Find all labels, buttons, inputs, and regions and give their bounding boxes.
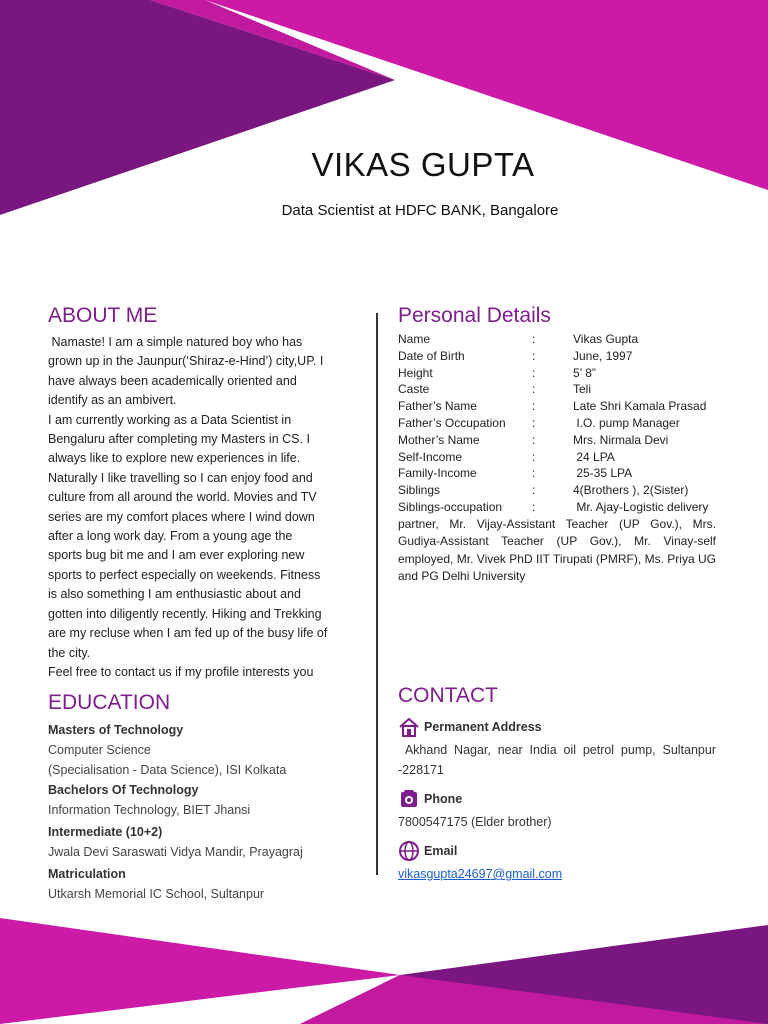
detail-row — [398, 449, 716, 466]
detail-value: I.O. pump Manager — [573, 415, 680, 430]
about-line: is also something I am enthusiastic about and — [48, 587, 301, 602]
about-line: the city. — [48, 645, 91, 660]
degree-title: Matriculation — [48, 867, 126, 881]
phone-label: Phone — [424, 792, 463, 806]
detail-label: Siblings-occupation — [398, 499, 503, 514]
email-link[interactable]: vikasgupta24697@gmail.com — [398, 867, 563, 881]
detail-colon: : — [532, 499, 536, 514]
about-line: always like to explore new experiences in life. — [48, 451, 301, 466]
detail-row — [398, 482, 716, 499]
about-line: grown up in the Jaunpur(‘Shiraz-e-Hind’) city,UP. I — [48, 354, 324, 369]
email-label: Email — [424, 844, 458, 858]
detail-colon: : — [532, 365, 536, 380]
globe-icon — [398, 840, 420, 862]
detail-colon: : — [532, 483, 536, 498]
detail-colon: : — [532, 382, 536, 397]
contact-section — [398, 716, 723, 884]
detail-colon: : — [532, 432, 536, 447]
about-line: after a long work day. From a young age the — [48, 529, 293, 544]
personal-details-heading: Personal Details — [398, 304, 551, 327]
degree-detail: Utkarsh Memorial IC School, Sultanpur — [48, 887, 265, 901]
email-value — [398, 864, 716, 884]
detail-row — [398, 499, 716, 516]
detail-colon: : — [532, 332, 536, 346]
detail-row — [398, 415, 716, 432]
candidate-name: VIKAS GUPTA — [311, 146, 535, 183]
detail-row — [398, 365, 716, 382]
personal-details-table — [398, 331, 716, 586]
about-line: Bengaluru after completing my Masters in CS. I — [48, 432, 310, 447]
about-line: Namaste! I am a simple natured boy who has — [48, 335, 303, 349]
siblings-occupation-text: partner, Mr. Vijay-Assistant Teacher (UP Gov.), Mrs. Gudiya-Assistant Teacher (UP Gov.), Mr. Vinay-self employed, Mr. Vivek PhD IIT Tirupati (PMRF), Ms. Priya UG and PG Delhi University — [398, 516, 716, 584]
email-heading — [398, 840, 716, 862]
column-divider — [376, 313, 378, 875]
detail-value: 25-35 LPA — [573, 466, 633, 481]
detail-label: Name — [398, 332, 431, 346]
about-line: culture from all around the world. Movies and TV — [48, 490, 317, 505]
detail-value: June, 1997 — [573, 348, 633, 363]
degree-detail: Information Technology, BIET Jhansi — [48, 803, 251, 817]
detail-label: Family-Income — [398, 466, 477, 481]
detail-row — [398, 432, 716, 449]
detail-label: Date of Birth — [398, 348, 465, 363]
detail-label: Mother’s Name — [398, 432, 480, 447]
about-line: I am currently working as a Data Scientist in — [48, 412, 292, 427]
detail-value: Late Shri Kamala Prasad — [573, 399, 707, 414]
phone-icon — [398, 788, 420, 810]
home-icon — [398, 716, 420, 738]
about-line: Feel free to contact us if my profile interests you — [48, 664, 314, 679]
education-list — [48, 720, 368, 904]
about-line: have always been academically oriented and — [48, 373, 297, 388]
address-heading — [398, 716, 716, 738]
address-label: Permanent Address — [424, 720, 542, 734]
detail-colon: : — [532, 348, 536, 363]
detail-label: Self-Income — [398, 449, 463, 464]
about-line: sports to perfect especially on weekends. Fitness — [48, 567, 321, 582]
detail-row — [398, 465, 716, 482]
degree-detail: Jwala Devi Saraswati Vidya Mandir, Prayagraj — [48, 845, 303, 859]
detail-value: 5’ 8” — [573, 365, 596, 380]
detail-colon: : — [532, 466, 536, 481]
detail-value: Vikas Gupta — [573, 332, 639, 346]
detail-label: Father’s Name — [398, 399, 477, 414]
about-line: Naturally I like travelling so I can enjoy food and — [48, 470, 313, 485]
detail-row — [398, 381, 716, 398]
detail-row — [398, 348, 716, 365]
detail-label: Siblings — [398, 483, 441, 498]
candidate-subtitle: Data Scientist at HDFC BANK, Bangalore — [281, 202, 559, 219]
degree-detail: (Specialisation - Data Science), ISI Kolkata — [48, 763, 287, 777]
phone-value: 7800547175 (Elder brother) — [398, 815, 552, 829]
detail-row — [398, 331, 716, 348]
detail-value: Mr. Ajay-Logistic delivery — [573, 499, 709, 514]
about-line: sports bug bit me and I am ever exploring new — [48, 548, 305, 563]
address-value: Akhand Nagar, near India oil petrol pump, Sultanpur -228171 — [398, 743, 723, 777]
degree-title: Intermediate (10+2) — [48, 825, 163, 839]
about-line: gotten into diligently recently. Hiking and Trekking — [48, 606, 322, 621]
detail-colon: : — [532, 449, 536, 464]
contact-heading: CONTACT — [398, 684, 498, 707]
degree-title: Masters of Technology — [48, 723, 184, 737]
detail-label: Height — [398, 365, 433, 380]
detail-value: Teli — [573, 382, 592, 397]
detail-row — [398, 398, 716, 415]
about-line: series are my comfort places where I wind down — [48, 509, 315, 524]
detail-value: Mrs. Nirmala Devi — [573, 432, 669, 447]
detail-label: Father’s Occupation — [398, 415, 506, 430]
about-heading: ABOUT ME — [48, 304, 158, 327]
phone-heading — [398, 788, 716, 810]
degree-title: Bachelors Of Technology — [48, 783, 199, 797]
detail-colon: : — [532, 399, 536, 414]
about-line: identify as an ambivert. — [48, 393, 177, 408]
detail-colon: : — [532, 415, 536, 430]
detail-label: Caste — [398, 382, 430, 397]
detail-value: 4(Brothers ), 2(Sister) — [573, 483, 689, 498]
about-text — [48, 333, 360, 682]
about-line: are my recluse when I am fed up of the busy life of — [48, 626, 328, 641]
detail-value: 24 LPA — [573, 449, 615, 464]
degree-detail: Computer Science — [48, 743, 151, 757]
education-heading: EDUCATION — [48, 691, 171, 714]
